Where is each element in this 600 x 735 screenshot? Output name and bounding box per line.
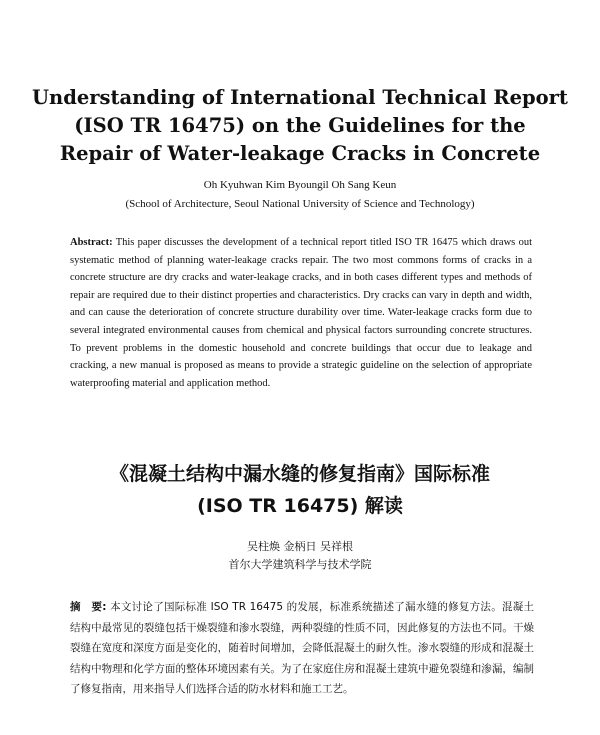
english-abstract [70, 234, 532, 392]
english-abstract-label: Abstract: [70, 237, 113, 248]
chinese-affiliation: 首尔大学建筑科学与技术学院 [228, 558, 372, 571]
chinese-authors: 吴柱焕 金柄日 吴祥根 [247, 540, 353, 553]
english-affiliation: (School of Architecture, Seoul National University of Science and Technology) [125, 198, 475, 210]
chinese-abstract-text: 本文讨论了国际标准 ISO TR 16475 的发展，标准系统描述了漏水缝的修复方法。混凝土结构中最常见的裂缝包括干燥裂缝和渗水裂缝，两种裂缝的性质不同，因此修复的方法也不同。干燥裂缝在宽度和深度方面是变化的，随着时间增加，会降低混凝土的耐久性。渗水裂缝的形成和混凝土结构中物理和化学方面的整体环境因素有关。为了在家庭住房和混凝土建筑中避免裂缝和渗漏，编制了修复指南，用来指导人们选择合适的防水材料和施工工艺。 [70, 601, 535, 695]
english-title-line: Repair of Water-leakage Cracks in Concrete [59, 142, 541, 165]
english-title-line: (ISO TR 16475) on the Guidelines for the [74, 114, 526, 137]
chinese-abstract-label: 摘 要: [70, 601, 107, 613]
english-title-line: Understanding of International Technical Report [32, 86, 568, 109]
english-authors: Oh Kyuhwan Kim Byoungil Oh Sang Keun [203, 179, 397, 191]
chinese-abstract [70, 597, 534, 700]
english-abstract-text: This paper discusses the development of a technical report titled ISO TR 16475 which draws out systematic method of planning water-leakage cracks repair. The two most commons forms of cracks in a concrete structure are dry cracks and water-leakage cracks, and in both cases different types and methods of repair are required due to their distinct properties and characteristics. Dry cracks can vary in depth and width, and can cause the deterioration of concrete structure durability over time. Water-leakage cracks form due to several integrated environmental causes from chemical and physical factors surrounding concrete structures. To prevent problems in the domestic household and concrete buildings that occur due to leakage and cracking, a new manual is proposed as means to provide a strategic guideline on the selection of appropriate waterproofing material and application method. [70, 237, 532, 389]
english-title [30, 84, 570, 168]
chinese-title [40, 458, 560, 522]
chinese-title-line: 《混凝土结构中漏水缝的修复指南》国际标准 [109, 463, 490, 485]
chinese-title-line: (ISO TR 16475) 解读 [197, 495, 403, 517]
